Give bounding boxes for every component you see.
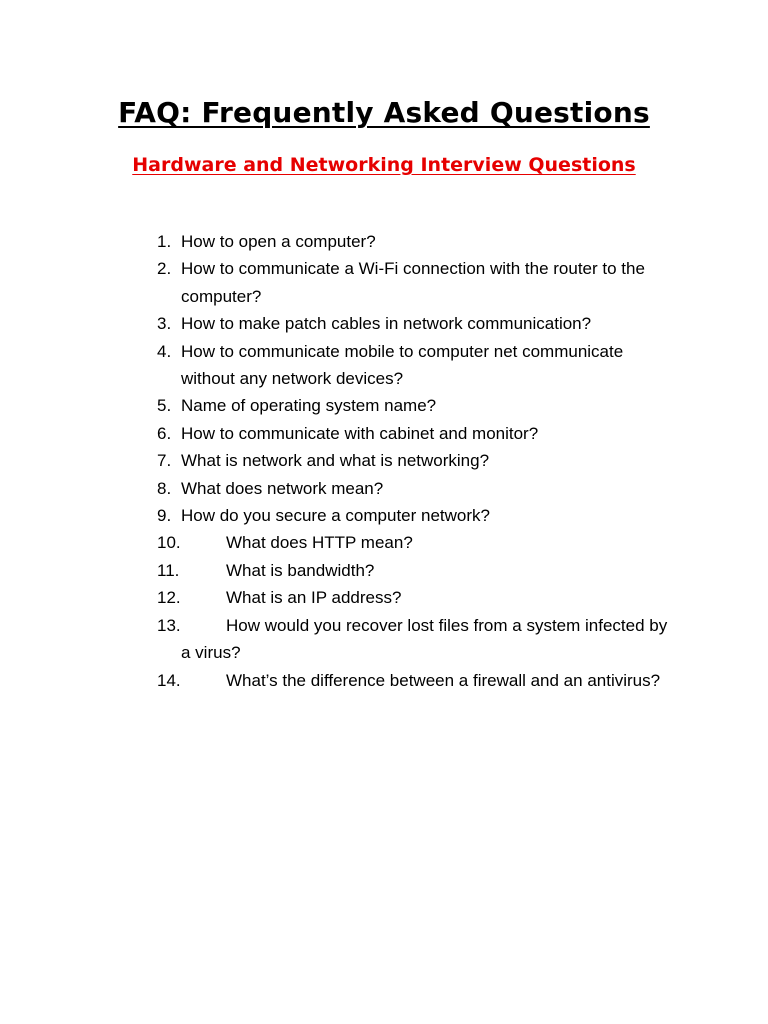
faq-item-text: How to communicate a Wi-Fi connection with the router to the computer? bbox=[181, 259, 645, 306]
faq-item-number: 6. bbox=[157, 423, 172, 443]
faq-item-number: 2. bbox=[157, 259, 172, 279]
faq-item bbox=[0, 612, 681, 667]
faq-item bbox=[0, 228, 681, 255]
faq-item bbox=[0, 667, 681, 694]
faq-item-number: 4. bbox=[157, 341, 172, 361]
page-subtitle: Hardware and Networking Interview Questions bbox=[132, 154, 636, 176]
faq-item-text: What is bandwidth? bbox=[226, 560, 375, 580]
faq-item bbox=[0, 502, 681, 529]
faq-item-text: What is an IP address? bbox=[226, 588, 402, 608]
faq-item bbox=[0, 557, 681, 584]
faq-item-text: What’s the difference between a firewall and an antivirus? bbox=[226, 670, 661, 690]
faq-item-text: How do you secure a computer network? bbox=[181, 506, 490, 526]
faq-item bbox=[0, 392, 681, 419]
faq-item bbox=[0, 475, 681, 502]
faq-item-number: 7. bbox=[157, 451, 172, 471]
faq-item bbox=[0, 420, 681, 447]
faq-item-text: How to make patch cables in network communication? bbox=[181, 314, 592, 334]
faq-item bbox=[0, 447, 681, 474]
faq-item-text: How to open a computer? bbox=[181, 232, 376, 251]
faq-item-text: How to communicate with cabinet and monitor? bbox=[181, 423, 539, 443]
faq-item-number: 3. bbox=[157, 314, 172, 334]
faq-item bbox=[0, 310, 681, 337]
faq-item-text: Name of operating system name? bbox=[181, 396, 437, 416]
faq-item-text: What does HTTP mean? bbox=[226, 533, 413, 553]
faq-item-text: What is network and what is networking? bbox=[181, 451, 490, 471]
page-title: FAQ: Frequently Asked Questions bbox=[118, 96, 650, 129]
faq-item bbox=[0, 529, 681, 556]
faq-item-number: 9. bbox=[157, 506, 172, 526]
faq-item-number: 5. bbox=[157, 396, 172, 416]
faq-item-number: 12. bbox=[157, 588, 181, 608]
faq-item bbox=[0, 338, 681, 393]
faq-item-text: What does network mean? bbox=[181, 478, 384, 498]
faq-item-number: 10. bbox=[157, 533, 181, 553]
faq-item-number: 11. bbox=[157, 560, 180, 580]
faq-item-text: How to communicate mobile to computer net communicate without any network devices? bbox=[181, 341, 624, 389]
faq-item-number: 14. bbox=[157, 670, 181, 690]
faq-list bbox=[0, 228, 681, 694]
faq-item bbox=[0, 584, 681, 611]
faq-item-number: 13. bbox=[157, 615, 181, 635]
faq-item-number: 1. bbox=[157, 232, 172, 251]
faq-item bbox=[0, 255, 681, 310]
faq-item-text: How would you recover lost files from a system infected by a virus? bbox=[181, 615, 668, 663]
faq-item-number: 8. bbox=[157, 478, 172, 498]
